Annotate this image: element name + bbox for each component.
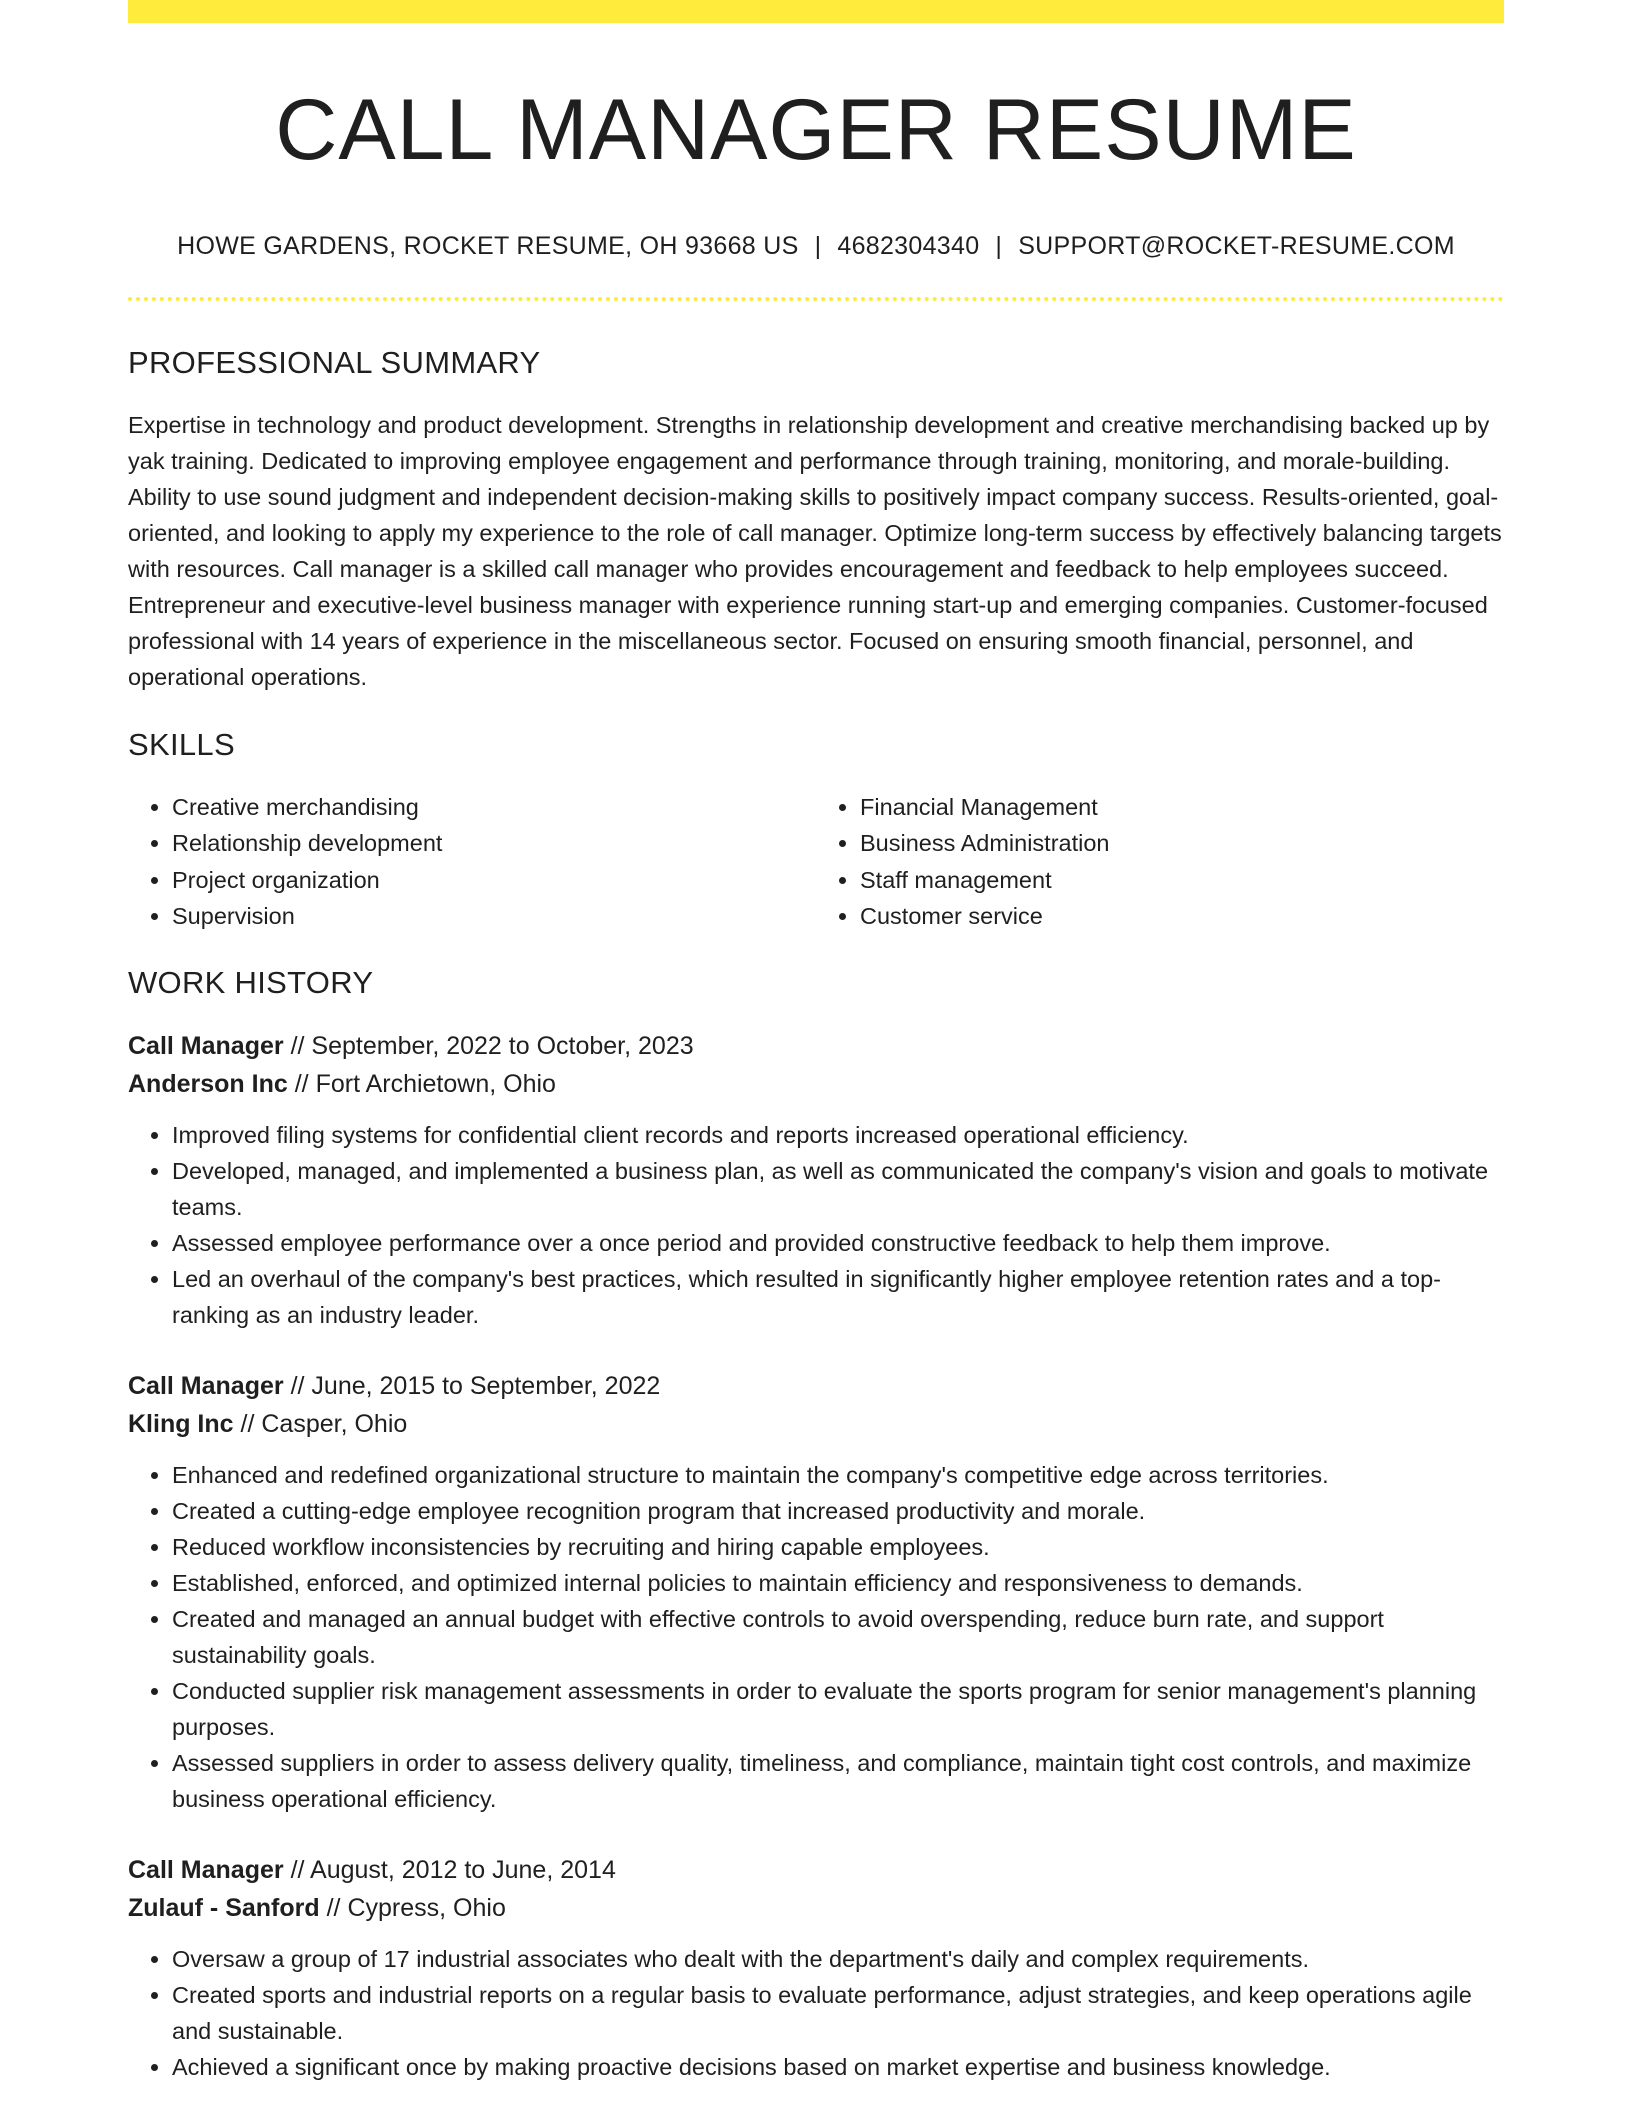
job-role: Call Manager bbox=[128, 1031, 284, 1060]
job-company: Zulauf - Sanford bbox=[128, 1893, 320, 1922]
skill-item: • Creative merchandising bbox=[172, 789, 808, 826]
job-divider: // bbox=[290, 1371, 305, 1400]
job-entry bbox=[128, 1851, 1504, 2085]
job-company-line bbox=[128, 1889, 1504, 1927]
skill-item: • Financial Management bbox=[860, 789, 1496, 826]
job-location: Cypress, Ohio bbox=[347, 1893, 506, 1922]
job-bullet: • Developed, managed, and implemented a business plan, as well as communicated the company's vision and goals to motivate teams. bbox=[172, 1153, 1504, 1225]
job-bullet: • Created sports and industrial reports on a regular basis to evaluate performance, adjust strategies, and keep operations agile and sustainable. bbox=[172, 1977, 1504, 2049]
contact-separator: | bbox=[995, 231, 1003, 260]
job-divider: // bbox=[290, 1031, 305, 1060]
job-bullet: • Established, enforced, and optimized internal policies to maintain efficiency and responsiveness to demands. bbox=[172, 1565, 1504, 1601]
skill-item: • Customer service bbox=[860, 898, 1496, 935]
job-bullet: • Oversaw a group of 17 industrial associates who dealt with the department's daily and complex requirements. bbox=[172, 1941, 1504, 1977]
job-dates: August, 2012 to June, 2014 bbox=[310, 1855, 616, 1884]
job-divider: // bbox=[294, 1069, 309, 1098]
job-company: Anderson Inc bbox=[128, 1069, 288, 1098]
skills-column-right bbox=[808, 789, 1496, 935]
job-divider: // bbox=[240, 1409, 255, 1438]
job-role: Call Manager bbox=[128, 1855, 284, 1884]
job-bullet: • Created and managed an annual budget with effective controls to avoid overspending, reduce burn rate, and support sustainability goals. bbox=[172, 1601, 1504, 1673]
job-company-line bbox=[128, 1405, 1504, 1443]
job-bullets bbox=[128, 1117, 1504, 1333]
job-role-line bbox=[128, 1367, 1504, 1405]
contact-email[interactable]: SUPPORT@ROCKET-RESUME.COM bbox=[1018, 231, 1455, 260]
job-bullet: • Reduced workflow inconsistencies by recruiting and hiring capable employees. bbox=[172, 1529, 1504, 1565]
job-company-line bbox=[128, 1065, 1504, 1103]
job-role-line bbox=[128, 1851, 1504, 1889]
top-accent-bar bbox=[128, 0, 1504, 23]
job-location: Fort Archietown, Ohio bbox=[315, 1069, 556, 1098]
job-bullets bbox=[128, 1457, 1504, 1817]
skill-item: • Staff management bbox=[860, 862, 1496, 899]
skills-list bbox=[128, 789, 1504, 935]
summary-heading: PROFESSIONAL SUMMARY bbox=[128, 344, 541, 380]
resume-page bbox=[128, 0, 1504, 2085]
job-company: Kling Inc bbox=[128, 1409, 234, 1438]
skill-item: • Supervision bbox=[172, 898, 808, 935]
job-bullet: • Conducted supplier risk management assessments in order to evaluate the sports program for senior management's planning purposes. bbox=[172, 1673, 1504, 1745]
job-location: Casper, Ohio bbox=[261, 1409, 408, 1438]
resume-title: CALL MANAGER RESUME bbox=[275, 82, 1357, 178]
job-bullet: • Achieved a significant once by making proactive decisions based on market expertise and business knowledge. bbox=[172, 2049, 1504, 2085]
work-history-heading: WORK HISTORY bbox=[128, 964, 374, 1000]
contact-line bbox=[128, 232, 1504, 261]
contact-address: HOWE GARDENS, ROCKET RESUME, OH 93668 US bbox=[177, 231, 799, 260]
job-role: Call Manager bbox=[128, 1371, 284, 1400]
skill-item: • Business Administration bbox=[860, 825, 1496, 862]
summary-text: Expertise in technology and product development. Strengths in relationship development and creative merchandising backed up by yak training. Dedicated to improving employee engagement and performance through training, monitoring, and morale-building. Ability to use sound judgment and independent decision-making skills to positively impact company success. Results-oriented, goal-oriented, and looking to apply my experience to the role of call manager. Optimize long-term success by effectively balancing targets with resources. Call manager is a skilled call manager who provides encouragement and feedback to help employees succeed. Entrepreneur and executive-level business manager with experience running start-up and emerging companies. Customer-focused professional with 14 years of experience in the miscellaneous sector. Focused on ensuring smooth financial, personnel, and operational operations. bbox=[128, 411, 1502, 690]
job-bullet: • Led an overhaul of the company's best practices, which resulted in significantly higher employee retention rates and a top-ranking as an industry leader. bbox=[172, 1261, 1504, 1333]
job-entry bbox=[128, 1367, 1504, 1817]
dotted-divider bbox=[128, 297, 1504, 301]
contact-phone[interactable]: 4682304340 bbox=[837, 231, 980, 260]
job-bullet: • Assessed employee performance over a once period and provided constructive feedback to help them improve. bbox=[172, 1225, 1504, 1261]
job-dates: September, 2022 to October, 2023 bbox=[311, 1031, 694, 1060]
skills-column-left bbox=[128, 789, 808, 935]
skill-item: • Relationship development bbox=[172, 825, 808, 862]
job-bullets bbox=[128, 1941, 1504, 2085]
job-bullet: • Improved filing systems for confidential client records and reports increased operational efficiency. bbox=[172, 1117, 1504, 1153]
skill-item: • Project organization bbox=[172, 862, 808, 899]
job-bullet: • Assessed suppliers in order to assess delivery quality, timeliness, and compliance, maintain tight cost controls, and maximize business operational efficiency. bbox=[172, 1745, 1504, 1817]
job-dates: June, 2015 to September, 2022 bbox=[311, 1371, 661, 1400]
job-divider: // bbox=[290, 1855, 305, 1884]
job-role-line bbox=[128, 1027, 1504, 1065]
skills-heading: SKILLS bbox=[128, 726, 235, 762]
job-bullet: • Enhanced and redefined organizational structure to maintain the company's competitive edge across territories. bbox=[172, 1457, 1504, 1493]
job-bullet: • Created a cutting-edge employee recognition program that increased productivity and morale. bbox=[172, 1493, 1504, 1529]
job-entry bbox=[128, 1027, 1504, 1333]
job-divider: // bbox=[326, 1893, 341, 1922]
contact-separator: | bbox=[814, 231, 822, 260]
